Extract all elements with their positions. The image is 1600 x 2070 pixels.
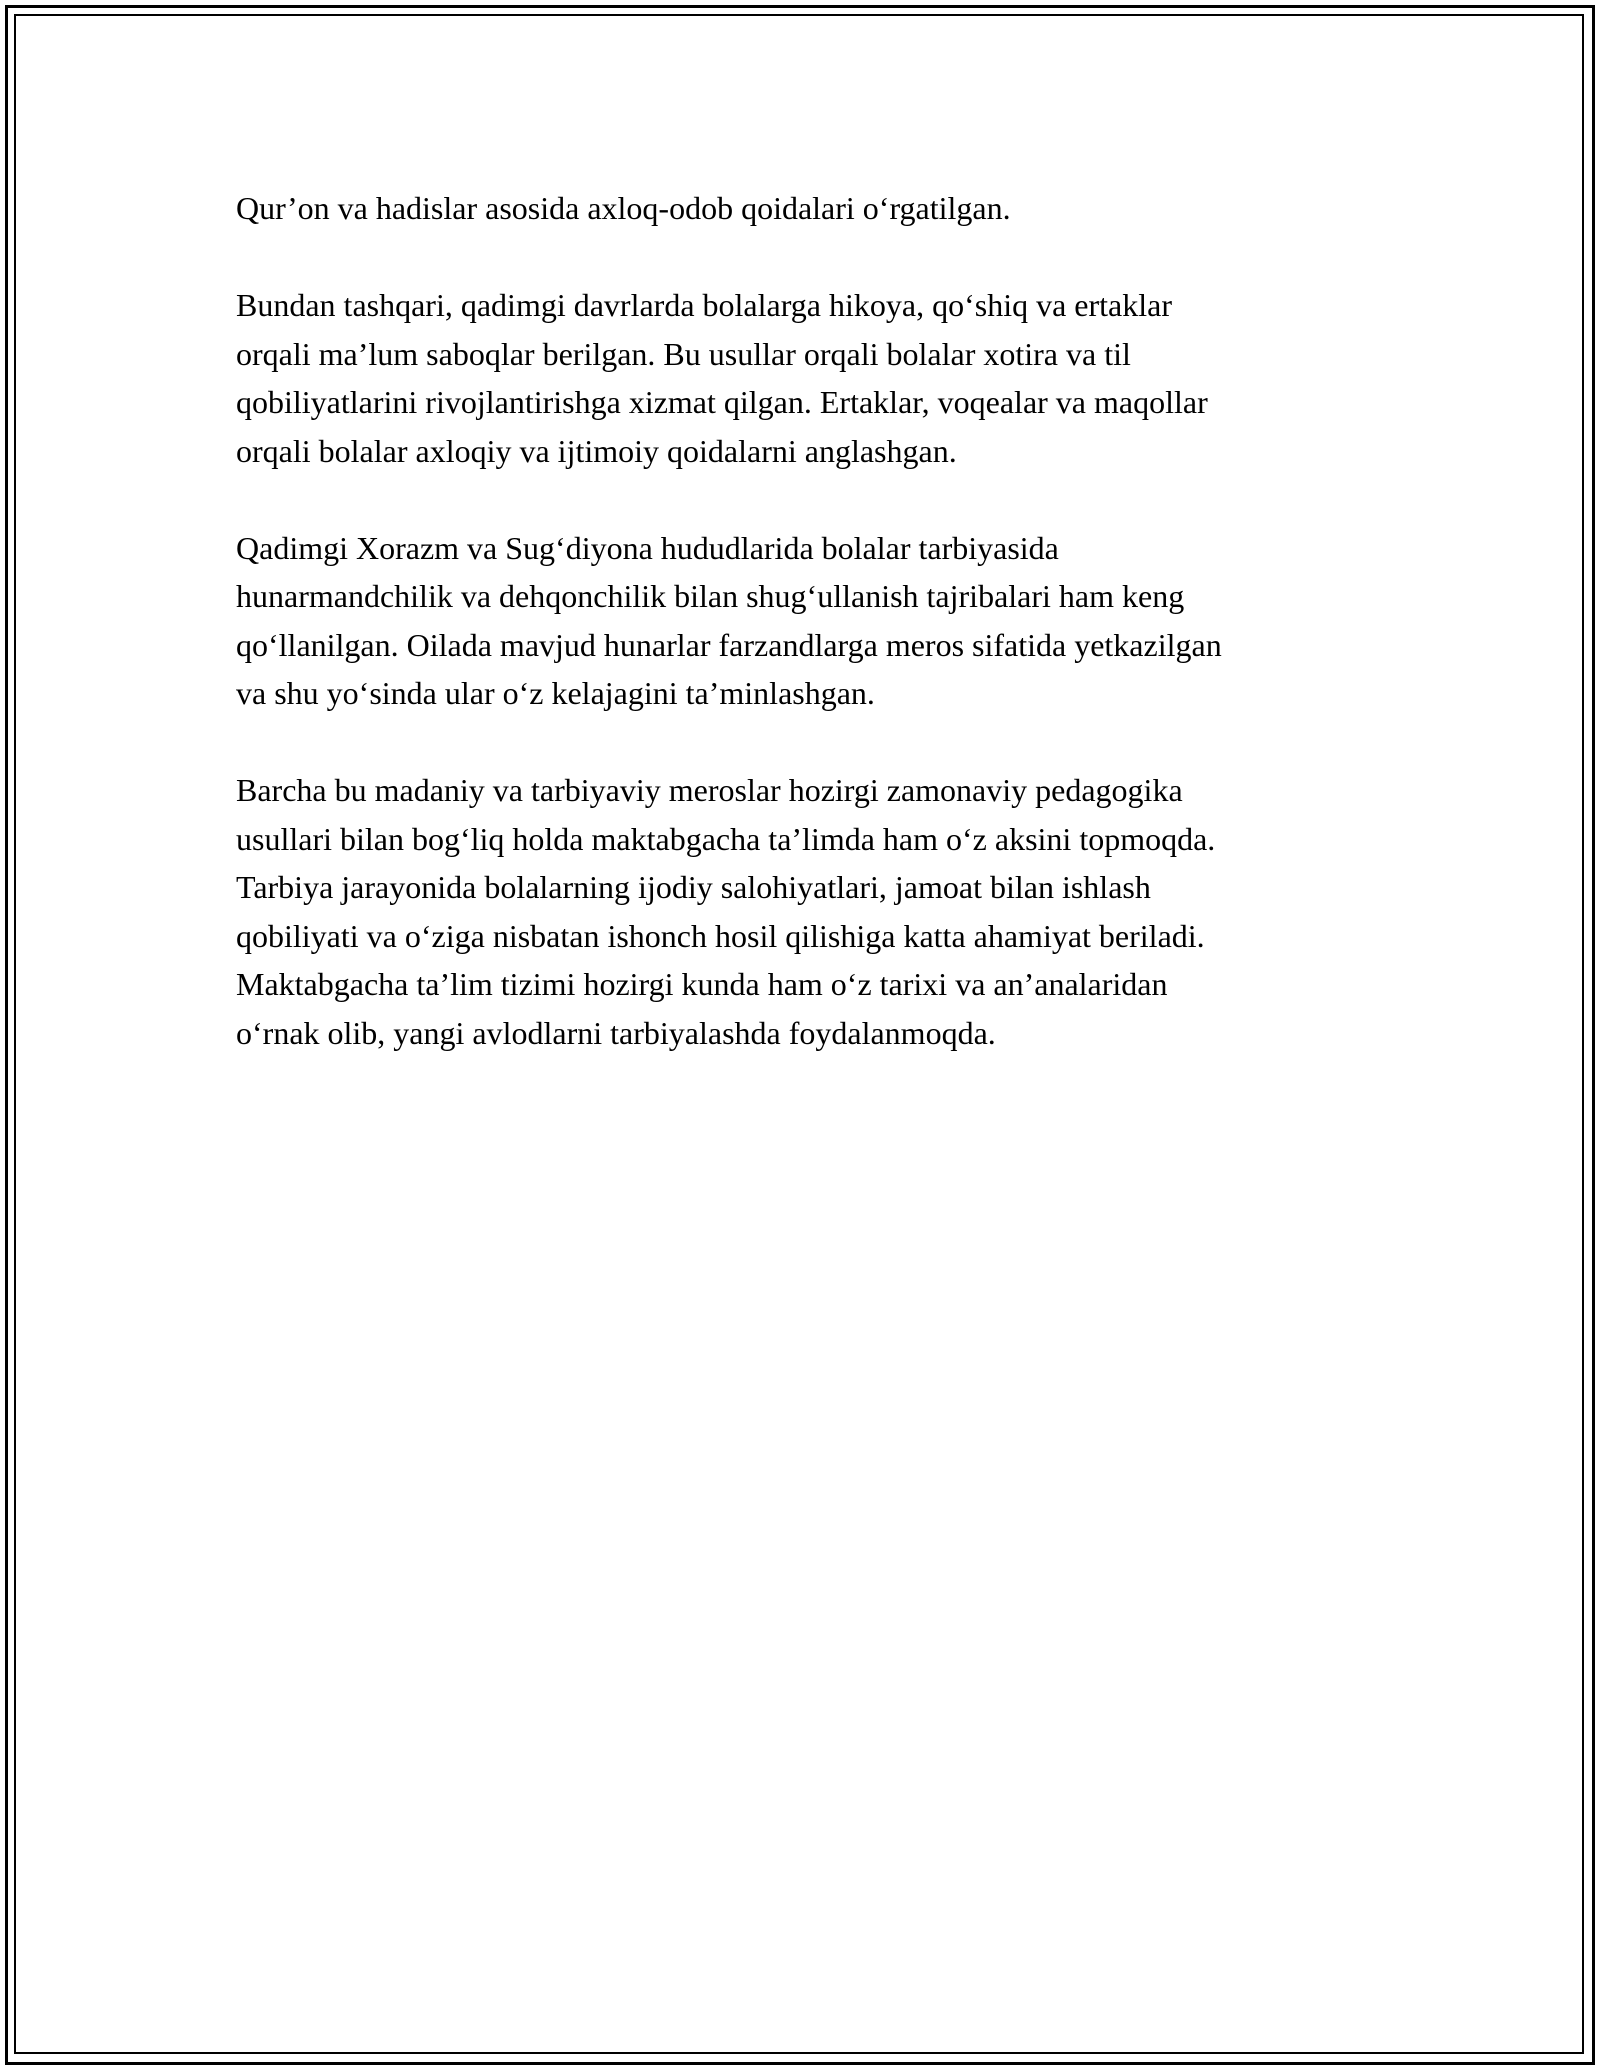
text-line: Maktabgacha ta’lim tizimi hozirgi kunda ham o‘z tarixi va an’analaridan xyxy=(236,966,1168,1002)
text-line: Qur’on va hadislar asosida axloq-odob qoidalari o‘rgatilgan. xyxy=(236,190,1011,226)
text-line: orqali bolalar axloqiy va ijtimoiy qoidalarni anglashgan. xyxy=(236,432,957,469)
text-line: hunarmandchilik va dehqonchilik bilan shug‘ullanish tajribalari ham keng xyxy=(236,578,1185,614)
text-line: Bundan tashqari, qadimgi davrlarda bolalarga hikoya, qo‘shiq va ertaklar xyxy=(236,287,1172,323)
text-line: o‘rnak olib, yangi avlodlarni tarbiyalashda foydalanmoqda. xyxy=(236,1014,996,1051)
paragraph-1 xyxy=(236,184,1396,233)
paragraph-2 xyxy=(236,281,1396,475)
text-line: Qadimgi Xorazm va Sug‘diyona hududlarida bolalar tarbiyasida xyxy=(236,529,1059,566)
text-line: va shu yo‘sinda ular o‘z kelajagini ta’minlashgan. xyxy=(236,675,875,711)
text-line: qobiliyati va o‘ziga nisbatan ishonch hosil qilishiga katta ahamiyat beriladi. xyxy=(236,917,1205,954)
text-line: qobiliyatlarini rivojlantirishga xizmat qilgan. Ertaklar, voqealar va maqollar xyxy=(236,384,1208,420)
text-line: qo‘llanilgan. Oilada mavjud hunarlar farzandlarga meros sifatida yetkazilgan xyxy=(236,626,1222,663)
text-line: Barcha bu madaniy va tarbiyaviy meroslar hozirgi zamonaviy pedagogika xyxy=(236,772,1183,808)
document-body xyxy=(236,184,1396,1106)
paragraph-4 xyxy=(236,766,1396,1057)
text-line: usullari bilan bog‘liq holda maktabgacha ta’limda ham o‘z aksini topmoqda. xyxy=(236,820,1216,857)
paragraph-3 xyxy=(236,524,1396,718)
text-line: Tarbiya jarayonida bolalarning ijodiy salohiyatlari, jamoat bilan ishlash xyxy=(236,869,1151,905)
text-line: orqali ma’lum saboqlar berilgan. Bu usullar orqali bolalar xotira va til xyxy=(236,335,1131,372)
